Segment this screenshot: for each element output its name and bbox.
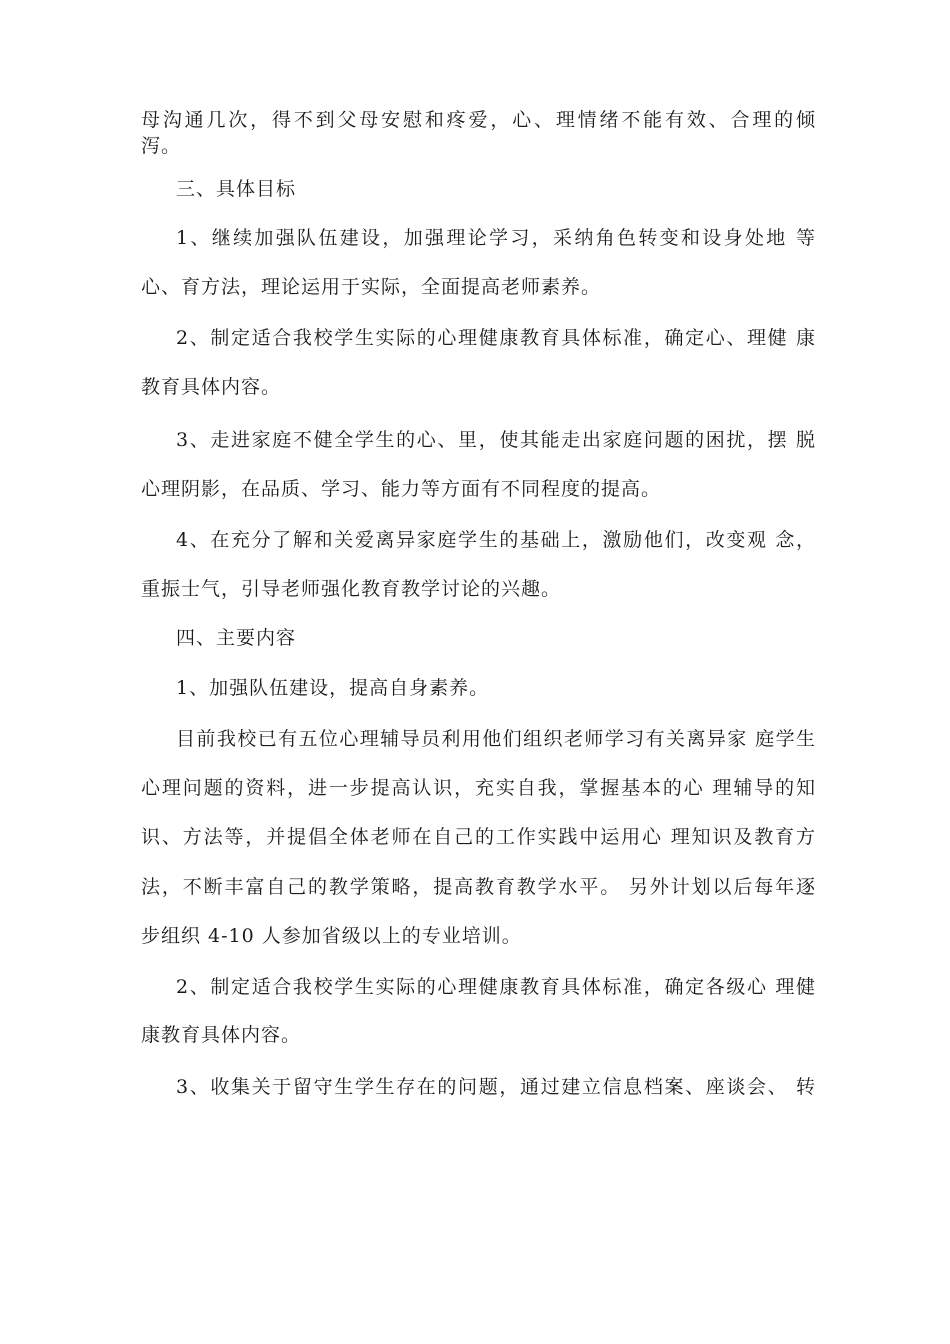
- paragraph-line: 目前我校已有五位心理辅导员利用他们组织老师学习有关离异家 庭学生: [176, 728, 816, 750]
- paragraph-line: 心、育方法，理论运用于实际，全面提高老师素养。: [141, 276, 602, 298]
- section-heading: 三、具体目标: [176, 178, 297, 200]
- paragraph-line: 母沟通几次，得不到父母安慰和疼爱，心、理情绪不能有效、合理的倾: [141, 109, 816, 131]
- paragraph-line: 心理阴影，在品质、学习、能力等方面有不同程度的提高。: [141, 478, 662, 500]
- paragraph-line: 法，不断丰富自己的教学策略，提高教育教学水平。 另外计划以后每年逐: [141, 876, 816, 898]
- paragraph-line: 3、走进家庭不健全学生的心、里，使其能走出家庭问题的困扰，摆 脱: [176, 429, 816, 451]
- paragraph-line: 4、在充分了解和关爱离异家庭学生的基础上，激励他们，改变观 念，: [176, 529, 816, 551]
- section-heading: 四、主要内容: [176, 627, 297, 649]
- paragraph-line: 3、收集关于留守生学生存在的问题，通过建立信息档案、座谈会、 转: [176, 1076, 816, 1098]
- paragraph-line: 心理问题的资料，进一步提高认识，充实自我，掌握基本的心 理辅导的知: [141, 777, 816, 799]
- paragraph-line: 泻。: [141, 135, 182, 157]
- paragraph-line: 步组织 4-10 人参加省级以上的专业培训。: [141, 925, 522, 947]
- paragraph-line: 康教育具体内容。: [141, 1024, 302, 1046]
- paragraph-line: 识、方法等，并提倡全体老师在自己的工作实践中运用心 理知识及教育方: [141, 826, 816, 848]
- paragraph-line: 2、制定适合我校学生实际的心理健康教育具体标准，确定各级心 理健: [176, 976, 816, 998]
- paragraph-line: 1、加强队伍建设，提高自身素养。: [176, 677, 490, 699]
- paragraph-line: 2、制定适合我校学生实际的心理健康教育具体标准，确定心、理健 康: [176, 327, 816, 349]
- paragraph-line: 1、继续加强队伍建设，加强理论学习，采纳角色转变和设身处地 等: [176, 227, 816, 249]
- paragraph-line: 重振士气，引导老师强化教育教学讨论的兴趣。: [141, 578, 562, 600]
- paragraph-line: 教育具体内容。: [141, 376, 282, 398]
